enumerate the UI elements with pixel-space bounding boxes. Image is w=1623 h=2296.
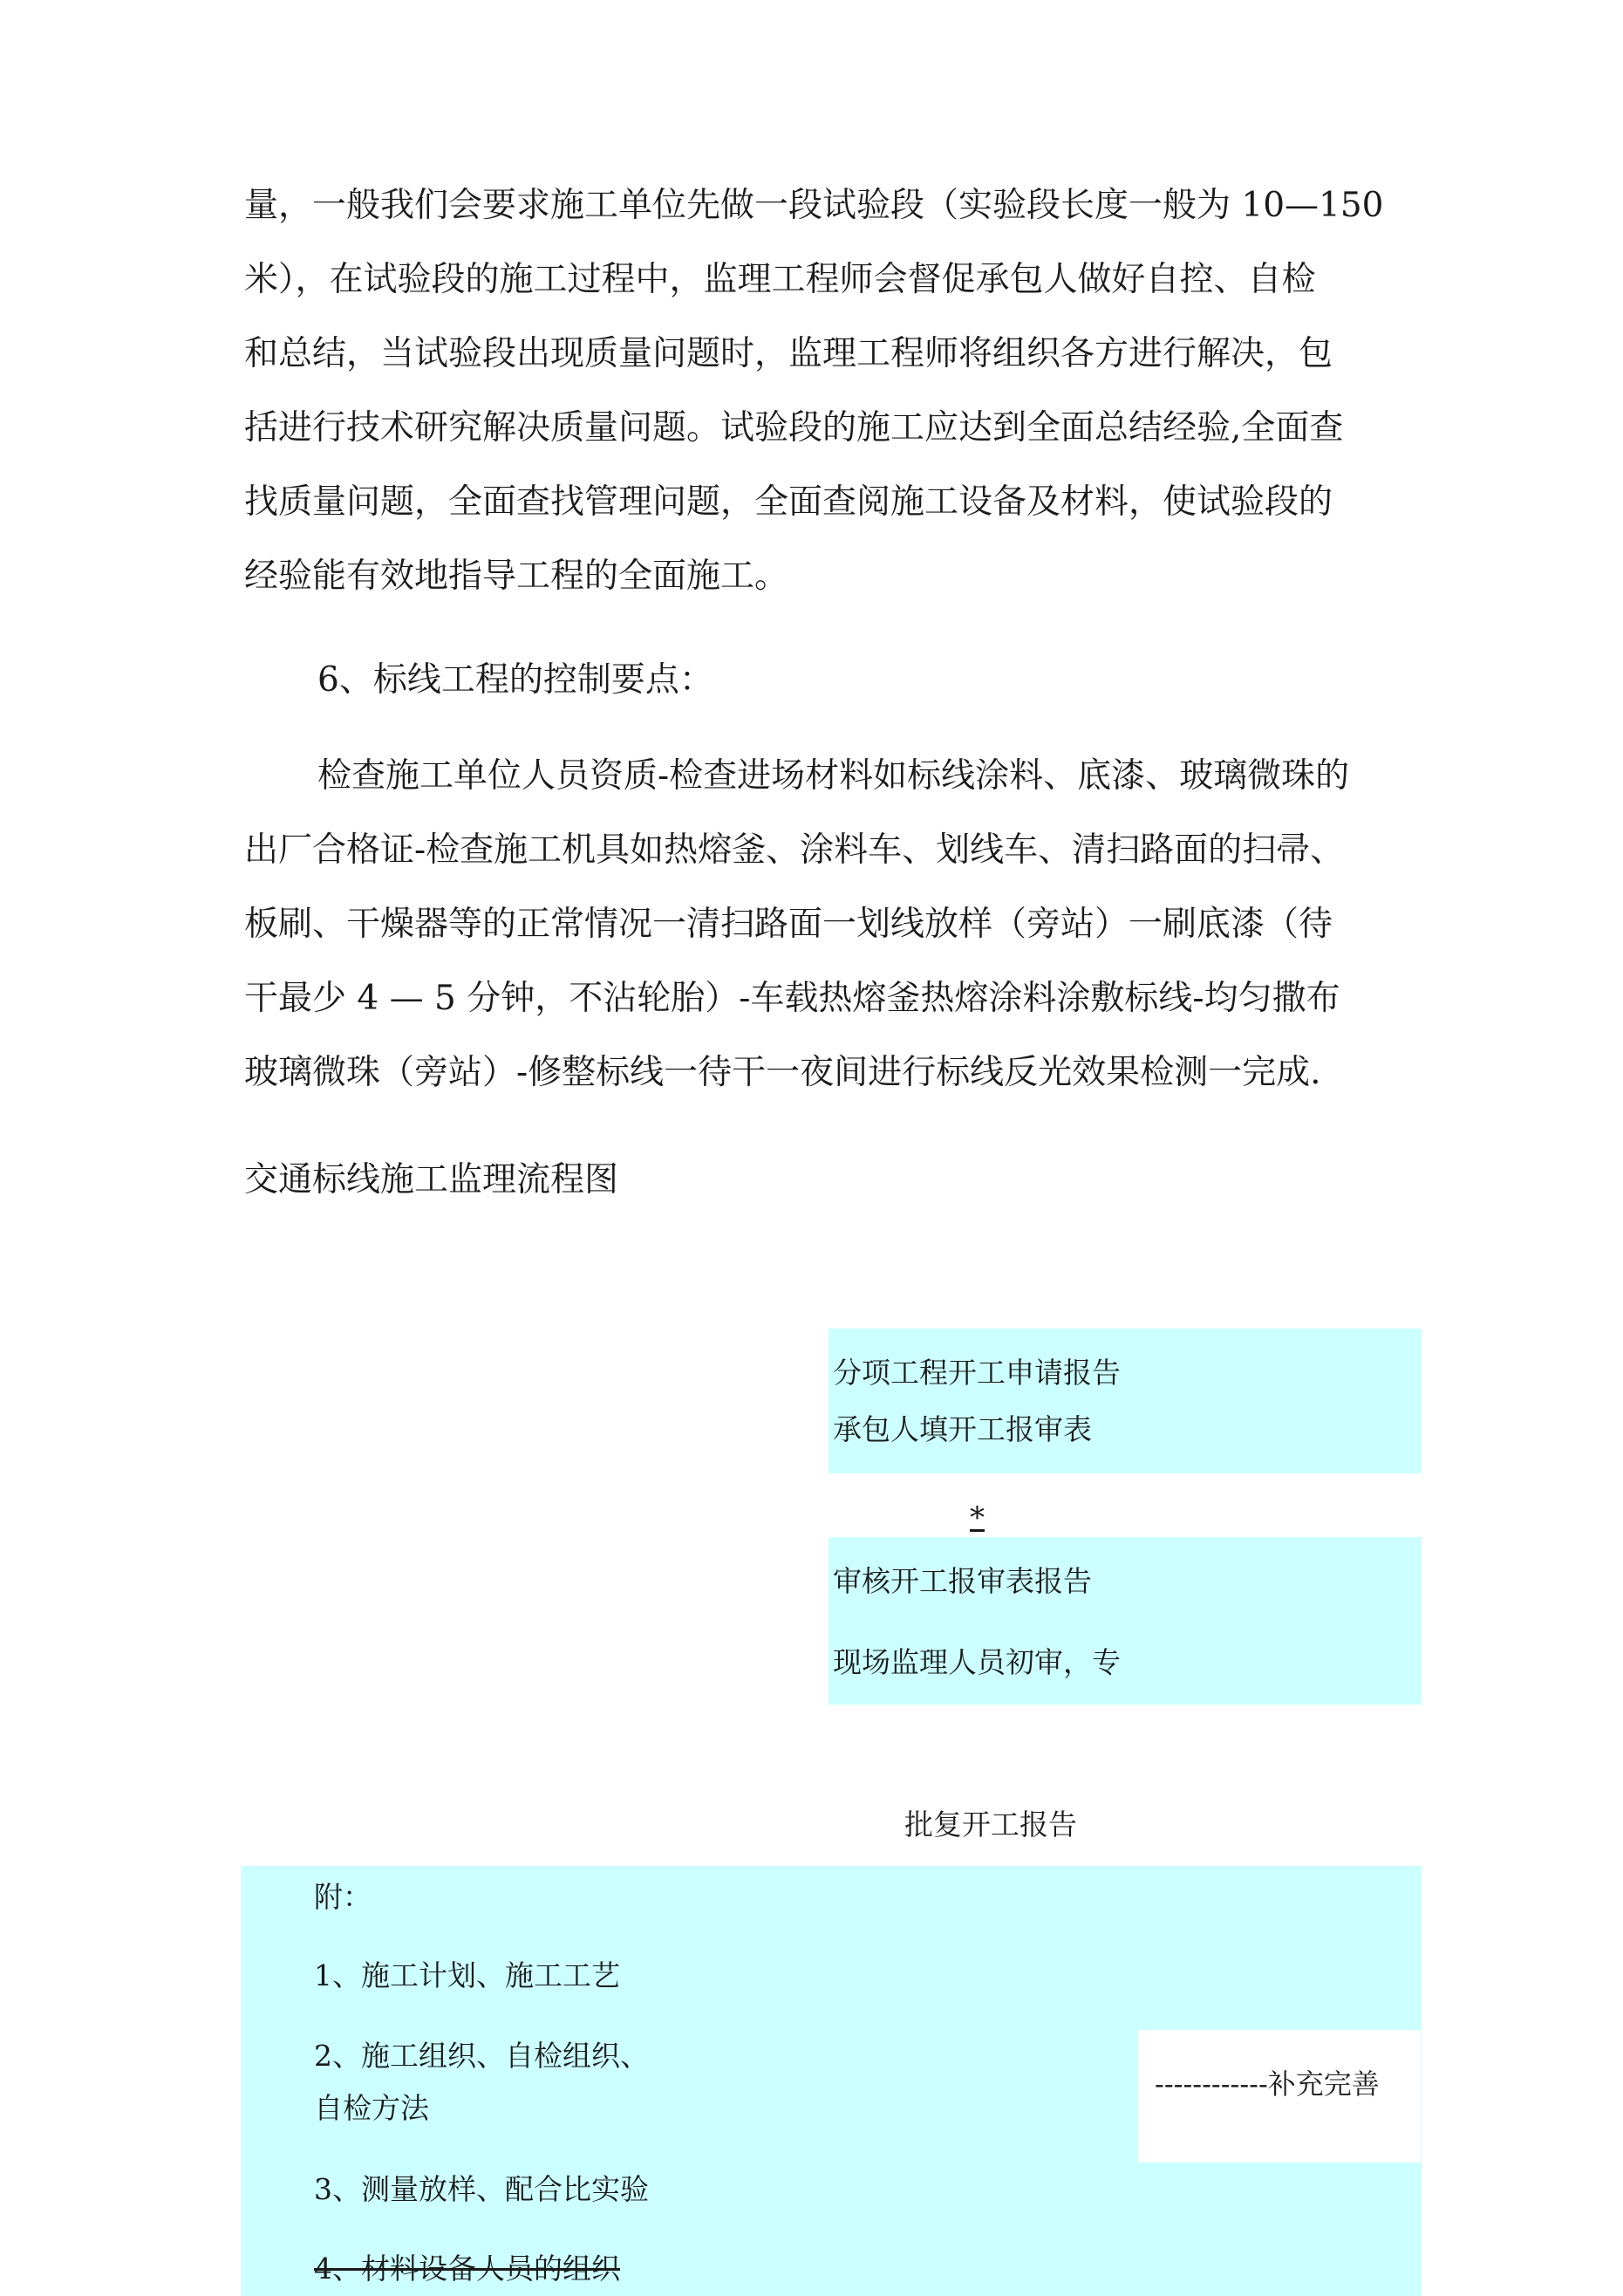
paragraph-line: 找质量问题，全面查找管理问题，全面查阅施工设备及材料，使试验段的 [244, 482, 1333, 522]
flow-box-line: 审核开工报审表报告 [833, 1564, 1092, 1598]
flow-box-application [829, 1329, 1422, 1473]
paragraph-line: 干最少 4 — 5 分钟，不沾轮胎）-车载热熔釜热熔涂料涂敷标线-均匀撒布 [244, 979, 1340, 1018]
paragraph-line: 和总结，当试验段出现质量问题时，监理工程师将组织各方进行解决，包 [244, 334, 1333, 373]
flow-box-line: 现场监理人员初审，专 [833, 1645, 1121, 1679]
appendix-item: 自检方法 [314, 2091, 429, 2125]
flow-box-line: 分项工程开工申请报告 [833, 1356, 1121, 1390]
paragraph-line: 经验能有效地指导工程的全面施工。 [244, 557, 789, 596]
appendix-label: 附： [314, 1880, 372, 1914]
flow-approve-label: 批复开工报告 [904, 1807, 1077, 1842]
paragraph-line: 米），在试验段的施工过程中，监理工程师会督促承包人做好自控、自检 [244, 260, 1316, 299]
paragraph-line: 检查施工单位人员资质-检查进场材料如标线涂料、底漆、玻璃微珠的 [317, 756, 1350, 796]
paragraph-line: 板刷、干燥器等的正常情况一清扫路面一划线放样（旁站）一刷底漆（待 [244, 905, 1333, 944]
paragraph-marking-control [244, 739, 1430, 1110]
supplement-box [1138, 2030, 1421, 2163]
supplement-label: ------------补充完善 [1155, 2067, 1380, 2101]
flowchart-title: 交通标线施工监理流程图 [244, 1160, 619, 1199]
flow-connector: * [970, 1500, 985, 1535]
paragraph-line: 玻璃微珠（旁站）-修整标线一待干一夜间进行标线反光效果检测一完成. [244, 1053, 1321, 1092]
paragraph-trial-section [244, 168, 1430, 613]
appendix-item: 3、测量放样、配合比实验 [314, 2172, 649, 2206]
appendix-item: 4、材料设备人员的组织 [314, 2252, 620, 2286]
section-heading: 6、标线工程的控制要点： [317, 660, 713, 700]
flow-box-review [829, 1537, 1422, 1705]
appendix-item: 1、施工计划、施工工艺 [314, 1958, 620, 1992]
paragraph-line: 出厂合格证-检查施工机具如热熔釜、涂料车、划线车、清扫路面的扫帚、 [244, 830, 1345, 870]
paragraph-line: 括进行技术研究解决质量问题。试验段的施工应达到全面总结经验,全面查 [244, 408, 1344, 448]
paragraph-line: 量，一般我们会要求施工单位先做一段试验段（实验段长度一般为 10—150 [244, 186, 1384, 225]
appendix-item: 2、施工组织、自检组织、 [314, 2039, 649, 2073]
flow-box-line: 承包人填开工报审表 [833, 1412, 1092, 1446]
